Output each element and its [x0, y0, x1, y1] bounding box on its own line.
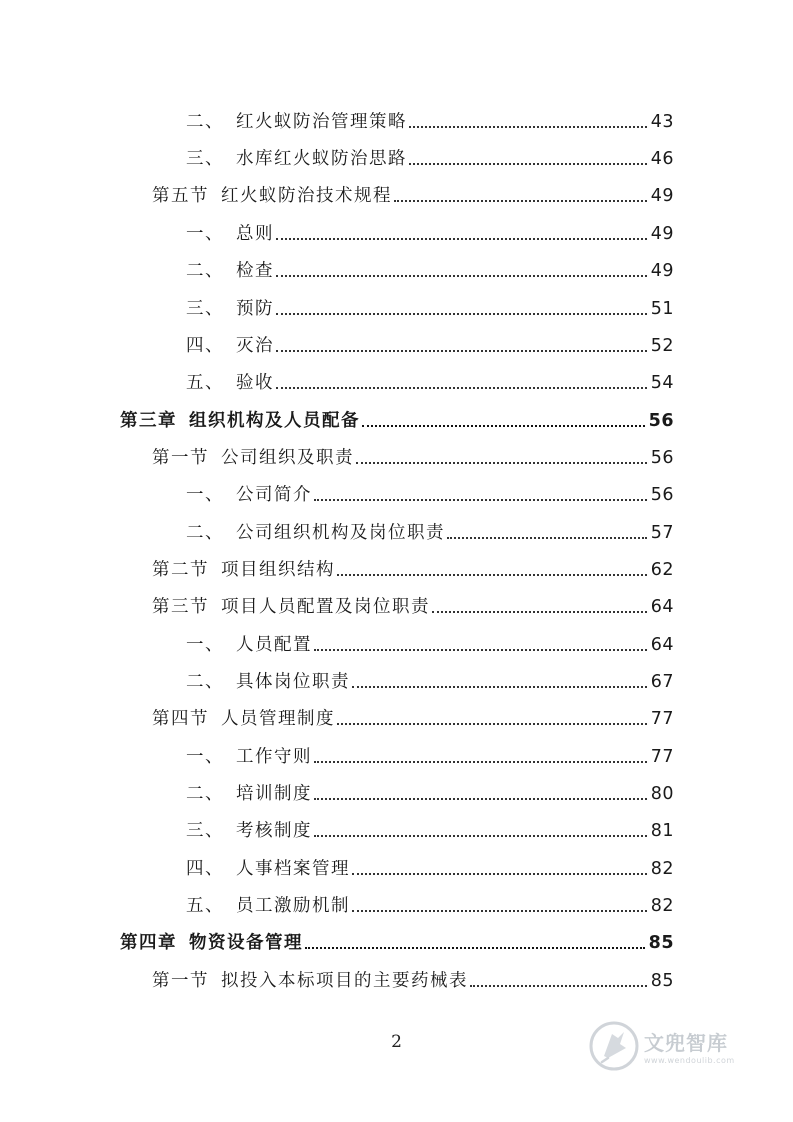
toc-entry[interactable] [186, 254, 674, 282]
toc-chapter-entry[interactable] [120, 404, 674, 432]
toc-entry-page: 56 [648, 411, 674, 431]
dot-leader [409, 126, 647, 128]
toc-entry[interactable] [152, 179, 674, 207]
toc-entry-number: 第四章 [120, 933, 177, 953]
toc-entry-page: 54 [650, 373, 674, 393]
toc-entry-number: 第一节 [152, 971, 209, 991]
toc-entry-title: 红火蚁防治技术规程 [221, 186, 392, 206]
toc-entry-page: 64 [650, 635, 674, 655]
dot-leader [409, 163, 647, 165]
toc-entry-page: 82 [650, 859, 674, 879]
toc-entry-number: 三、 [186, 149, 224, 169]
dot-leader [447, 537, 647, 539]
toc-entry[interactable] [186, 105, 674, 133]
dot-leader [394, 200, 647, 202]
toc-entry-page: 52 [650, 336, 674, 356]
toc-entry-page: 85 [648, 933, 674, 953]
dot-leader [276, 387, 647, 389]
toc-entry-number: 第五节 [152, 186, 209, 206]
dot-leader [352, 873, 647, 875]
toc-entry-title: 员工激励机制 [236, 896, 350, 916]
toc-entry-title: 具体岗位职责 [236, 672, 350, 692]
dot-leader [356, 462, 647, 464]
toc-entry-page: 56 [650, 485, 674, 505]
toc-entry-title: 水库红火蚁防治思路 [236, 149, 407, 169]
toc-entry-number: 三、 [186, 821, 224, 841]
toc-entry-title: 总则 [236, 224, 274, 244]
toc-entry-page: 64 [650, 597, 674, 617]
pen-nib-icon [588, 1020, 640, 1072]
toc-entry[interactable] [152, 964, 674, 992]
toc-entry[interactable] [186, 777, 674, 805]
toc-entry-title: 项目人员配置及岗位职责 [221, 597, 430, 617]
toc-entry-number: 五、 [186, 373, 224, 393]
toc-entry-title: 工作守则 [236, 747, 312, 767]
toc-entry-title: 公司组织机构及岗位职责 [236, 523, 445, 543]
toc-entry-number: 一、 [186, 224, 224, 244]
dot-leader [314, 761, 647, 763]
toc-entry-title: 培训制度 [236, 784, 312, 804]
toc-entry-number: 二、 [186, 261, 224, 281]
toc-entry[interactable] [186, 366, 674, 394]
toc-entry[interactable] [186, 516, 674, 544]
toc-entry-page: 77 [650, 709, 674, 729]
toc-entry[interactable] [186, 217, 674, 245]
toc-entry[interactable] [186, 665, 674, 693]
toc-entry-title: 人事档案管理 [236, 859, 350, 879]
toc-entry-page: 49 [650, 186, 674, 206]
dot-leader [337, 723, 647, 725]
toc-entry-number: 一、 [186, 635, 224, 655]
toc-entry-title: 考核制度 [236, 821, 312, 841]
toc-chapter-entry[interactable] [120, 926, 674, 954]
toc-entry-title: 人员管理制度 [221, 709, 335, 729]
watermark-url: www.wendoulib.com [644, 1056, 735, 1065]
toc-entry-number: 第一节 [152, 448, 209, 468]
toc-entry-number: 二、 [186, 112, 224, 132]
dot-leader [337, 574, 647, 576]
toc-entry-number: 第四节 [152, 709, 209, 729]
dot-leader [470, 985, 647, 987]
dot-leader [305, 947, 645, 949]
watermark-title: 文兜智库 [644, 1031, 728, 1055]
toc-entry-title: 灭治 [236, 336, 274, 356]
toc-entry-page: 77 [650, 747, 674, 767]
toc-entry-page: 46 [650, 149, 674, 169]
toc-entry-number: 二、 [186, 523, 224, 543]
toc-entry-number: 三、 [186, 299, 224, 319]
toc-entry-number: 第二节 [152, 560, 209, 580]
toc-entry-title: 红火蚁防治管理策略 [236, 112, 407, 132]
dot-leader [432, 611, 647, 613]
toc-entry-page: 62 [650, 560, 674, 580]
toc-entry[interactable] [186, 142, 674, 170]
dot-leader [314, 835, 647, 837]
toc-entry-title: 公司简介 [236, 485, 312, 505]
dot-leader [314, 499, 647, 501]
toc-entry[interactable] [186, 329, 674, 357]
dot-leader [362, 425, 645, 427]
toc-entry[interactable] [186, 292, 674, 320]
toc-entry-number: 四、 [186, 336, 224, 356]
toc-entry[interactable] [152, 553, 674, 581]
toc-entry[interactable] [186, 478, 674, 506]
toc-entry-number: 五、 [186, 896, 224, 916]
toc-entry-page: 80 [650, 784, 674, 804]
toc-entry[interactable] [152, 590, 674, 618]
toc-entry-page: 56 [650, 448, 674, 468]
toc-entry-page: 57 [650, 523, 674, 543]
toc-entry[interactable] [186, 814, 674, 842]
toc-entry[interactable] [186, 740, 674, 768]
toc-entry-page: 49 [650, 261, 674, 281]
toc-entry[interactable] [186, 852, 674, 880]
toc-entry[interactable] [152, 441, 674, 469]
toc-entry-title: 组织机构及人员配备 [189, 411, 360, 431]
toc-entry-title: 检查 [236, 261, 274, 281]
toc-entry[interactable] [186, 889, 674, 917]
toc-entry-title: 预防 [236, 299, 274, 319]
toc-entry-number: 一、 [186, 747, 224, 767]
dot-leader [352, 686, 647, 688]
toc-entry-title: 验收 [236, 373, 274, 393]
toc-entry-title: 公司组织及职责 [221, 448, 354, 468]
toc-entry-title: 人员配置 [236, 635, 312, 655]
toc-entry-number: 一、 [186, 485, 224, 505]
toc-entry-page: 49 [650, 224, 674, 244]
dot-leader [314, 798, 647, 800]
toc-entry[interactable] [186, 628, 674, 656]
dot-leader [276, 313, 647, 315]
watermark-logo [588, 1018, 758, 1074]
toc-entry-title: 拟投入本标项目的主要药械表 [221, 971, 468, 991]
toc-entry-page: 51 [650, 299, 674, 319]
toc-entry-number: 第三节 [152, 597, 209, 617]
toc-entry-page: 81 [650, 821, 674, 841]
page-number: 2 [391, 1032, 402, 1052]
toc-entry-title: 物资设备管理 [189, 933, 303, 953]
toc-entry-page: 67 [650, 672, 674, 692]
dot-leader [276, 275, 647, 277]
toc-entry[interactable] [152, 702, 674, 730]
toc-entry-number: 四、 [186, 859, 224, 879]
dot-leader [352, 910, 647, 912]
toc-entry-page: 43 [650, 112, 674, 132]
toc-entry-page: 85 [650, 971, 674, 991]
dot-leader [314, 649, 647, 651]
toc-entry-page: 82 [650, 896, 674, 916]
toc-entry-number: 二、 [186, 672, 224, 692]
dot-leader [276, 350, 647, 352]
toc-entry-number: 二、 [186, 784, 224, 804]
toc-entry-title: 项目组织结构 [221, 560, 335, 580]
toc-entry-number: 第三章 [120, 411, 177, 431]
dot-leader [276, 238, 647, 240]
